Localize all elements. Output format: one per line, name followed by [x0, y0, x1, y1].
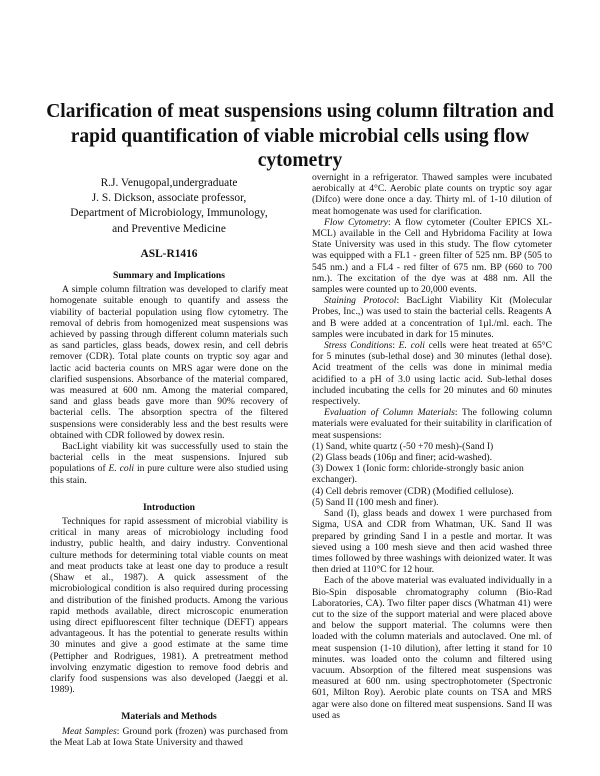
introduction-paragraph: Techniques for rapid assessment of microbial viability is critical in many areas of microbiology including food industry, public health, and dairy industry. Conventional culture methods for determining total viable counts on meat and meat products take at least one day to produce a result (Shaw et al., 1987). A quick assessment of the microbiological condition is also required during processing and distribution of the finished products. Among the various rapid methods available, direct microscopic enumeration using direct epifluorescent filter technique (DEFT) appears advantageous. It has the potential to generate results within 30 minutes and give a good estimate at the same time (Pettipher and Rodrigues, 1981). A pretreatment method involving enzymatic digestion to remove food debris and clarify food suspensions was also developed (Jaeggi et al. 1989). — [50, 516, 288, 696]
flow-cytometry-paragraph — [312, 217, 552, 295]
methods-paragraph — [50, 726, 288, 748]
subsection-label: Meat Samples — [62, 725, 117, 737]
evaluation-paragraph — [312, 407, 552, 441]
summary-heading: Summary and Implications — [113, 270, 225, 282]
author-block — [50, 176, 288, 237]
stress-paragraph — [312, 340, 552, 407]
author-line: R.J. Venugopal,undergraduate — [100, 177, 238, 189]
list-item: (1) Sand, white quartz (-50 +70 mesh)-(Sand I) — [312, 440, 494, 452]
summary-paragraph-2 — [50, 441, 288, 486]
text-run: in pure culture were also studied using this stain. — [50, 463, 288, 486]
summary-paragraph: A simple column filtration was developed to clarify meat homogenate suitable enough to quantify and assess the viability of bacterial population using flow cytometry. The removal of debris from homogenized meat suspensions was achieved by passing through different column materials such as sand particles, glass beads, dowex resin, and cell debris remover (CDR). Total plate counts on tryptic soy agar and lactic acid bacteria counts on MRS agar were done on the clarified suspensions. Absorbance of the material compared, was measured at 600 nm. Among the material compared, sand and glass beads gave more than 90% recovery of bacterial cells. The absorption spectra of the filtered suspensions were considerably less and the best results were obtained with CDR followed by dowex resin. — [50, 284, 288, 441]
subsection-label: Stress Conditions — [324, 340, 393, 352]
introduction-heading: Introduction — [142, 501, 196, 513]
author-line: Department of Microbiology, Immunology, — [70, 207, 268, 220]
staining-paragraph — [312, 295, 552, 340]
author-line: and Preventive Medicine — [112, 222, 226, 235]
procedure-paragraph: Each of the above material was evaluated individually in a Bio-Spin disposable chromatography column (Bio-Rad Laboratories, CA). Two filter paper discs (Whatman 41) were cut to the size of the support material and were placed above and below the support material. The columns were then loaded with the column materials and autoclaved. One ml. of meat suspension (1-10 dilution), after letting it stand for 10 minutes. was loaded onto the column and filtered using vacuum. Absorption of the filtered meat suspensions was measured at 600 nm. using spectrophotometer (Spectronic 601, Milton Roy). Aerobic plate counts on TSA and MRS agar were also done on filtered meat suspensions. Sand II was used as — [312, 575, 552, 721]
author-line: J. S. Dickson, associate professor, — [91, 192, 247, 205]
organism-name: E. coli — [398, 340, 425, 352]
subsection-label: Staining Protocol — [324, 295, 397, 307]
organism-name: E. coli — [108, 463, 135, 475]
body-paragraph: overnight in a refrigerator. Thawed samples were incubated aerobically at 4°C. Aerobic plate counts on tryptic soy agar (Difco) were done once a day. Thirty ml. of 1-10 dilution of meat homogenate was used for clarification. — [312, 172, 552, 217]
right-column — [312, 172, 552, 721]
methods-heading: Materials and Methods — [121, 711, 217, 723]
text-run: BacLight viability kit was successfully used to stain the bacterial cells in the meat suspensions. Injured sub populations of — [50, 441, 288, 475]
text-run: : The following column materials were evaluated for their suitability in clarification of meat suspensions: — [312, 407, 553, 441]
sources-paragraph: Sand (I), glass beads and dowex 1 were purchased from Sigma, USA and CDR from Whatman, UK. Sand II was prepared by grinding Sand I in a pestle and mortar. It was sieved using a 100 mesh sieve and then acid washed three times followed by three washings with deionized water. It was then dried at 110°C for 12 hour. — [312, 508, 552, 576]
materials-list — [312, 441, 552, 508]
list-item: (4) Cell debris remover (CDR) (Modified cellulose). — [312, 485, 514, 497]
list-item: (5) Sand II (100 mesh and finer). — [312, 496, 439, 508]
subsection-label: Evaluation of Column Materials — [324, 407, 455, 419]
text-run: cells were heat treated at 65°C for 5 minutes (sub-lethal dose) and 30 minutes (lethal dose). Acid treatment of the cells was done in minimal media acidified to a pH of 3.0 using lactic acid. Sub-lethal doses included incubating the cells for 20 minutes and 60 minutes respectively. — [312, 340, 552, 408]
text-run: : BacLight Viability Kit (Molecular Probes, Inc.,) was used to stain the bacterial cells. Reagents A and B were added at a concentration of 1µl./ml. each. The samples were incubated in dark for 15 minutes. — [312, 295, 552, 340]
text-run: : A flow cytometer (Coulter EPICS XL-MCL) available in the Cell and Hybridoma Facility at Iowa State University was used in this study. The flow cytometer was equipped with a FL1 - green filter of 525 nm. BP (505 to 545 nm.) and a FL4 - red filter of 675 nm. BP (660 to 700 nm.). The excitation of the dye was at 488 nm. All the samples were counted up to 20,000 events. — [312, 216, 552, 296]
paper-title: Clarification of meat suspensions using column filtration and rapid quantification of viable microbial cells using flow cytometry — [46, 101, 554, 171]
list-item: (3) Dowex 1 (Ionic form: chloride-strongly basic anion exchanger). — [312, 463, 524, 486]
text-run: : Ground pork (frozen) was purchased from the Meat Lab at Iowa State University and thawed — [50, 725, 288, 748]
text-run: : — [392, 340, 399, 352]
left-column — [50, 176, 288, 748]
list-item: (2) Glass beads (106µ and finer; acid-washed). — [312, 452, 493, 464]
report-code: ASL-R1416 — [140, 247, 198, 260]
subsection-label: Flow Cytometry — [324, 216, 388, 228]
